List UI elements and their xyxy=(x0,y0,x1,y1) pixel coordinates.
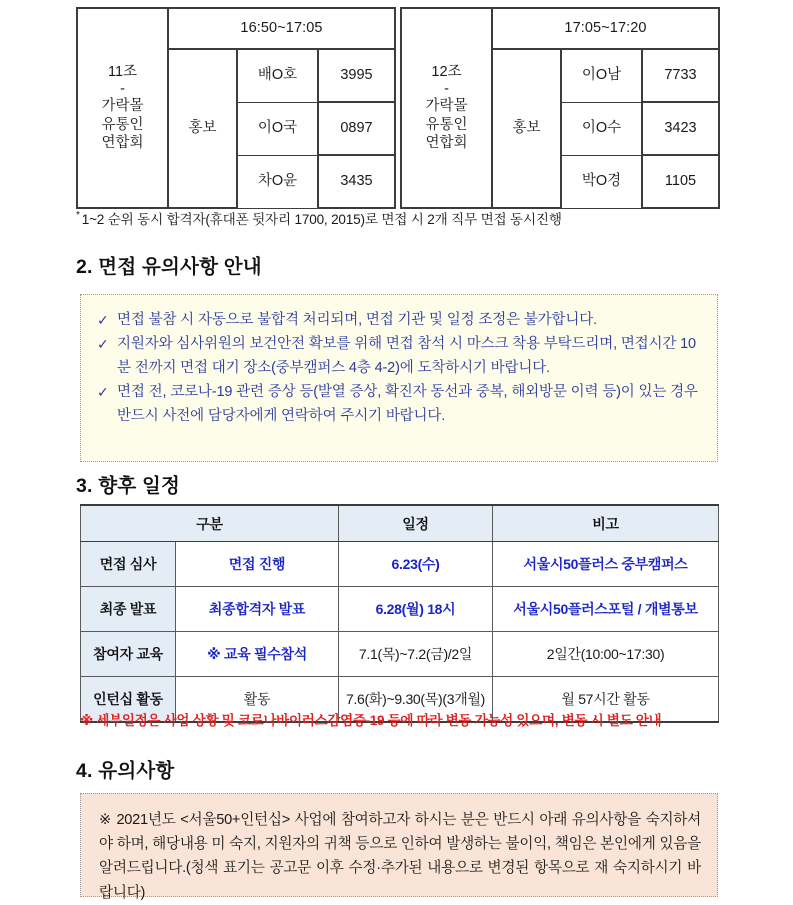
table-row xyxy=(77,8,395,49)
notice-text: 지원자와 심사위원의 보건안전 확보를 위해 면접 참석 시 마스크 착용 부탁드리며, 면접시간 10분 전까지 면접 대기 장소(중부캠퍼스 4층 4-2)에 도착하시기 바랍니다. xyxy=(117,336,696,376)
check-icon: ✓ xyxy=(97,336,109,353)
candidate-phone: 3423 xyxy=(642,102,719,155)
group-org-line1: 가락몰 xyxy=(101,98,144,115)
schedule-category: 참여자 교육 xyxy=(81,632,176,677)
group-org-line3: 연합회 xyxy=(101,135,144,152)
notice-text: 면접 전, 코로나-19 관련 증상 등(발열 증상, 확진자 동선과 중복, 해외방문 이력 등)이 있는 경우 반드시 사전에 담당자에게 연락하여 주시기 바랍니다. xyxy=(117,384,698,424)
schedule-date: 6.23(수) xyxy=(339,542,493,587)
schedule-date: 6.28(월) 18시 xyxy=(339,587,493,632)
group-time-cell: 16:50~17:05 xyxy=(168,8,395,49)
table-row xyxy=(401,8,719,49)
group-team-label: 12조 xyxy=(431,64,462,81)
group-table-11 xyxy=(76,7,396,209)
precaution-notice-box xyxy=(80,793,718,901)
group-team-dash: - xyxy=(120,80,125,97)
candidate-phone: 0897 xyxy=(318,102,395,155)
column-header-category: 구분 xyxy=(81,505,339,542)
table-row xyxy=(81,587,719,632)
list-item xyxy=(97,309,699,332)
group-team-cell xyxy=(401,8,492,208)
table-row xyxy=(81,542,719,587)
candidate-phone: 3995 xyxy=(318,49,395,102)
section-heading-3: 3. 향후 일정 xyxy=(76,475,181,497)
schedule-table xyxy=(80,504,719,723)
schedule-remark: 서울시50플러스 중부캠퍼스 xyxy=(493,542,719,587)
group-org-line2: 유통인 xyxy=(425,116,468,133)
schedule-category: 최종 발표 xyxy=(81,587,176,632)
group-duty-cell: 홍보 xyxy=(492,49,561,208)
schedule-date: 7.1(목)~7.2(금)/2일 xyxy=(339,632,493,677)
group-team-dash: - xyxy=(444,80,449,97)
group-org-line3: 연합회 xyxy=(425,135,468,152)
footnote-top xyxy=(76,208,776,228)
column-header-date: 일정 xyxy=(339,505,493,542)
section-heading-2: 2. 면접 유의사항 안내 xyxy=(76,256,262,278)
section-heading-4: 4. 유의사항 xyxy=(76,760,175,782)
check-icon: ✓ xyxy=(97,312,109,328)
table-header-row xyxy=(81,505,719,542)
group-duty-cell: 홍보 xyxy=(168,49,237,208)
schedule-red-note: ※ 세부일정은 사업 상황 및 코로나바이러스감염증-19 등에 따라 변동 가능성 있으며, 변동 시 별도 안내 xyxy=(80,713,662,728)
interview-group-tables xyxy=(76,7,717,209)
candidate-name: 이O남 xyxy=(561,49,642,102)
group-team-cell xyxy=(77,8,168,208)
notice-text: 면접 불참 시 자동으로 불합격 처리되며, 면접 기관 및 일정 조정은 불가합니다. xyxy=(117,312,597,328)
candidate-phone: 3435 xyxy=(318,155,395,208)
list-item xyxy=(97,333,699,380)
footnote-marker: * xyxy=(76,210,80,221)
schedule-detail: ※ 교육 필수참석 xyxy=(176,632,339,677)
column-header-remark: 비고 xyxy=(493,505,719,542)
candidate-name: 박O경 xyxy=(561,155,642,208)
candidate-name: 이O국 xyxy=(237,102,318,155)
candidate-name: 이O수 xyxy=(561,102,642,155)
schedule-remark: 서울시50플러스포털 / 개별통보 xyxy=(493,587,719,632)
candidate-phone: 7733 xyxy=(642,49,719,102)
group-org-line2: 유통인 xyxy=(101,116,144,133)
candidate-phone: 1105 xyxy=(642,155,719,208)
list-item xyxy=(97,381,699,428)
precaution-text: ※ 2021년도 <서울50+인턴십> 사업에 참여하고자 하시는 분은 반드시 아래 유의사항을 숙지하셔야 하며, 해당내용 미 숙지, 지원자의 귀책 등으로 인하여 발생하는 불이익, 책임은 본인에게 있음을 알려드립니다.(청색 표기는 공고문 이후 수정·추가된 내용으로 변경된 항목으로 재 숙지하시기 바랍니다) xyxy=(99,812,701,901)
schedule-remark: 월 57시간 활동 xyxy=(493,677,719,723)
schedule-category: 인턴십 활동 xyxy=(81,677,176,723)
schedule-detail: 면접 진행 xyxy=(176,542,339,587)
candidate-name: 배O호 xyxy=(237,49,318,102)
group-time-cell: 17:05~17:20 xyxy=(492,8,719,49)
group-team-label: 11조 xyxy=(107,64,138,81)
interview-notice-box xyxy=(80,294,718,462)
group-table-12 xyxy=(400,7,720,209)
schedule-remark: 2일간(10:00~17:30) xyxy=(493,632,719,677)
table-row xyxy=(81,632,719,677)
group-org-line1: 가락몰 xyxy=(425,98,468,115)
candidate-name: 차O윤 xyxy=(237,155,318,208)
schedule-detail: 최종합격자 발표 xyxy=(176,587,339,632)
check-icon: ✓ xyxy=(97,384,109,401)
footnote-text: 1~2 순위 동시 합격자(휴대폰 뒷자리 1700, 2015)로 면접 시 2개 직무 면접 동시진행 xyxy=(81,212,562,227)
schedule-category: 면접 심사 xyxy=(81,542,176,587)
schedule-date: 7.6(화)~9.30(목)(3개월) xyxy=(339,677,493,723)
schedule-detail: 활동 xyxy=(176,677,339,723)
